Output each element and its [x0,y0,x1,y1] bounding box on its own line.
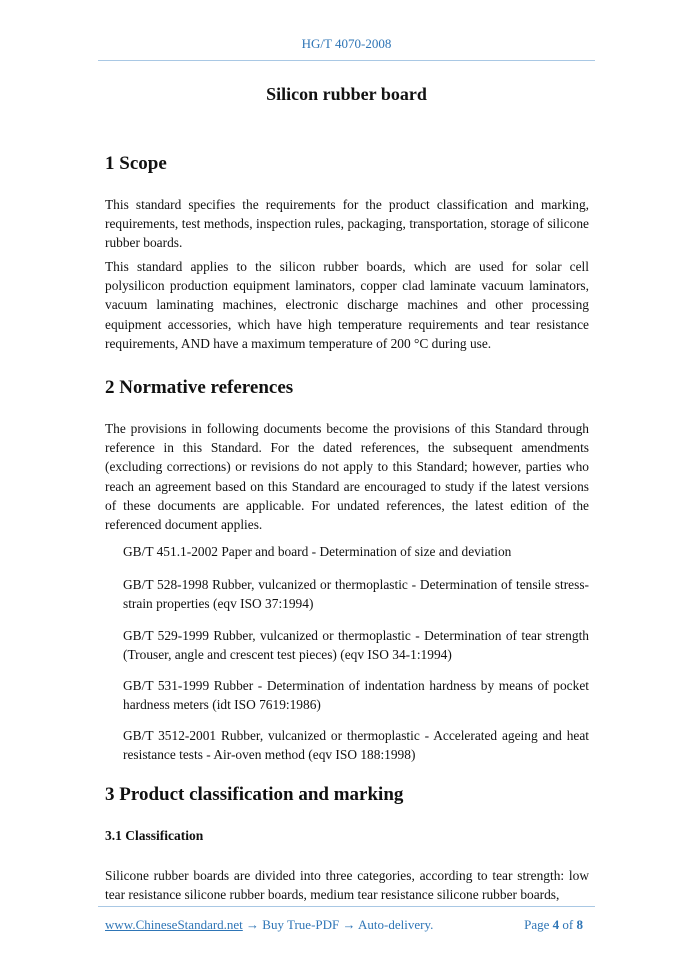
classification-paragraph: Silicone rubber boards are divided into three categories, according to tear strength: low tear resistance silicone rubber boards, medium tear resistance silicone rubber boards, [105,868,589,903]
page-total: 8 [576,917,583,932]
reference-item: GB/T 531-1999 Rubber - Determination of indentation hardness by means of pocket hardness meters (idt ISO 7619:1986) [123,678,589,713]
heading-scope: 1 Scope [105,153,167,174]
heading-normative-references: 2 Normative references [105,377,294,398]
footer [105,917,589,933]
footer-promo-text: → Buy True-PDF → Auto-delivery. [242,917,434,932]
subheading-classification: 3.1 Classification [105,828,204,843]
header-divider [98,60,595,61]
normative-paragraph: The provisions in following documents become the provisions of this Standard through reference in this Standard. For the dated references, the subsequent amendments (excluding corrections) or revisions do not apply to this Standard; however, parties who reach an agreement based on this Standard are encouraged to study if the latest versions of these documents are applicable. For undated references, the latest edition of the referenced document applies. [105,421,589,533]
document-title: Silicon rubber board [266,84,427,104]
scope-paragraph-2: This standard applies to the silicon rubber boards, which are used for solar cell polysilicon production equipment laminators, copper clad laminate vacuum laminators, vacuum laminating machines, electronic discharge machines and other processing equipment accessories, which have high temperature requirements and tear resistance requirements, AND have a maximum temperature of 200 °C during use. [105,259,589,351]
reference-item: GB/T 529-1999 Rubber, vulcanized or thermoplastic - Determination of tear strength (Trouser, angle and crescent test pieces) (eqv ISO 34-1:1994) [123,628,589,663]
website-link[interactable]: www.ChineseStandard.net [105,917,243,932]
reference-item: GB/T 3512-2001 Rubber, vulcanized or thermoplastic - Accelerated ageing and heat resistance tests - Air-oven method (eqv ISO 188:1998) [123,728,589,763]
heading-classification: 3 Product classification and marking [105,784,404,805]
page-number: 4 [552,917,560,932]
header-standard-code: HG/T 4070-2008 [301,36,392,51]
page-indicator [524,917,583,933]
footer-divider [98,906,595,907]
reference-item: GB/T 451.1-2002 Paper and board - Determination of size and deviation [123,544,512,559]
page-label: Page [524,917,550,932]
reference-item: GB/T 528-1998 Rubber, vulcanized or thermoplastic - Determination of tensile stress-strain properties (eqv ISO 37:1994) [123,577,589,612]
scope-paragraph-1: This standard specifies the requirements for the product classification and marking, requirements, test methods, inspection rules, packaging, transportation, storage of silicone rubber boards. [105,197,589,251]
page-of: of [562,917,574,932]
